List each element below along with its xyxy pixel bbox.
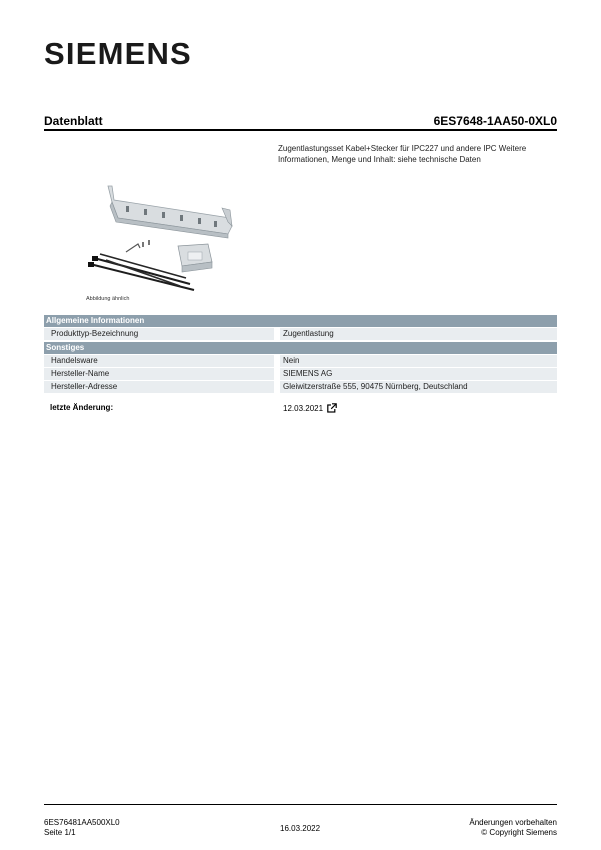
external-link-icon[interactable]: [327, 403, 337, 413]
last-change-date: 12.03.2021: [283, 403, 324, 413]
footer-disclaimer: Änderungen vorbehalten: [469, 818, 557, 827]
footer-date: 16.03.2022: [280, 824, 321, 833]
footer-divider: [44, 804, 557, 805]
table-row: [44, 368, 557, 380]
row-key: Handelsware: [44, 355, 274, 367]
table-row: [44, 355, 557, 367]
footer-right: [400, 818, 557, 838]
row-value: Gleiwitzerstraße 555, 90475 Nürnberg, Deutschland: [280, 381, 557, 393]
footer-left: [44, 818, 120, 838]
row-key: Hersteller-Adresse: [44, 381, 274, 393]
row-key: Produkttyp-Bezeichnung: [44, 328, 274, 340]
document-header: [44, 110, 557, 128]
product-image: [82, 178, 242, 296]
last-change-date-group: [283, 403, 337, 413]
footer-article: 6ES76481AA500XL0: [44, 818, 120, 827]
row-value: Nein: [280, 355, 557, 367]
row-value: Zugentlastung: [280, 328, 557, 340]
image-caption: Abbildung ähnlich: [86, 296, 130, 302]
table-row: [44, 381, 557, 393]
footer-copyright: © Copyright Siemens: [481, 828, 557, 837]
product-description: Zugentlastungsset Kabel+Stecker für IPC227 und andere IPC Weitere Informationen, Menge und Inhalt: siehe technische Daten: [278, 144, 527, 164]
siemens-logo: SIEMENS: [44, 36, 192, 71]
section-general-info: Allgemeine Informationen: [44, 315, 557, 327]
row-value: SIEMENS AG: [280, 368, 557, 380]
row-key: Hersteller-Name: [44, 368, 274, 380]
section-misc: Sonstiges: [44, 342, 557, 354]
article-number: 6ES7648-1AA50-0XL0: [433, 114, 557, 128]
footer-page: Seite 1/1: [44, 828, 76, 837]
last-change-label: letzte Änderung:: [50, 403, 114, 412]
header-divider: [44, 129, 557, 131]
datasheet-label: Datenblatt: [44, 114, 103, 128]
table-row: [44, 328, 557, 340]
